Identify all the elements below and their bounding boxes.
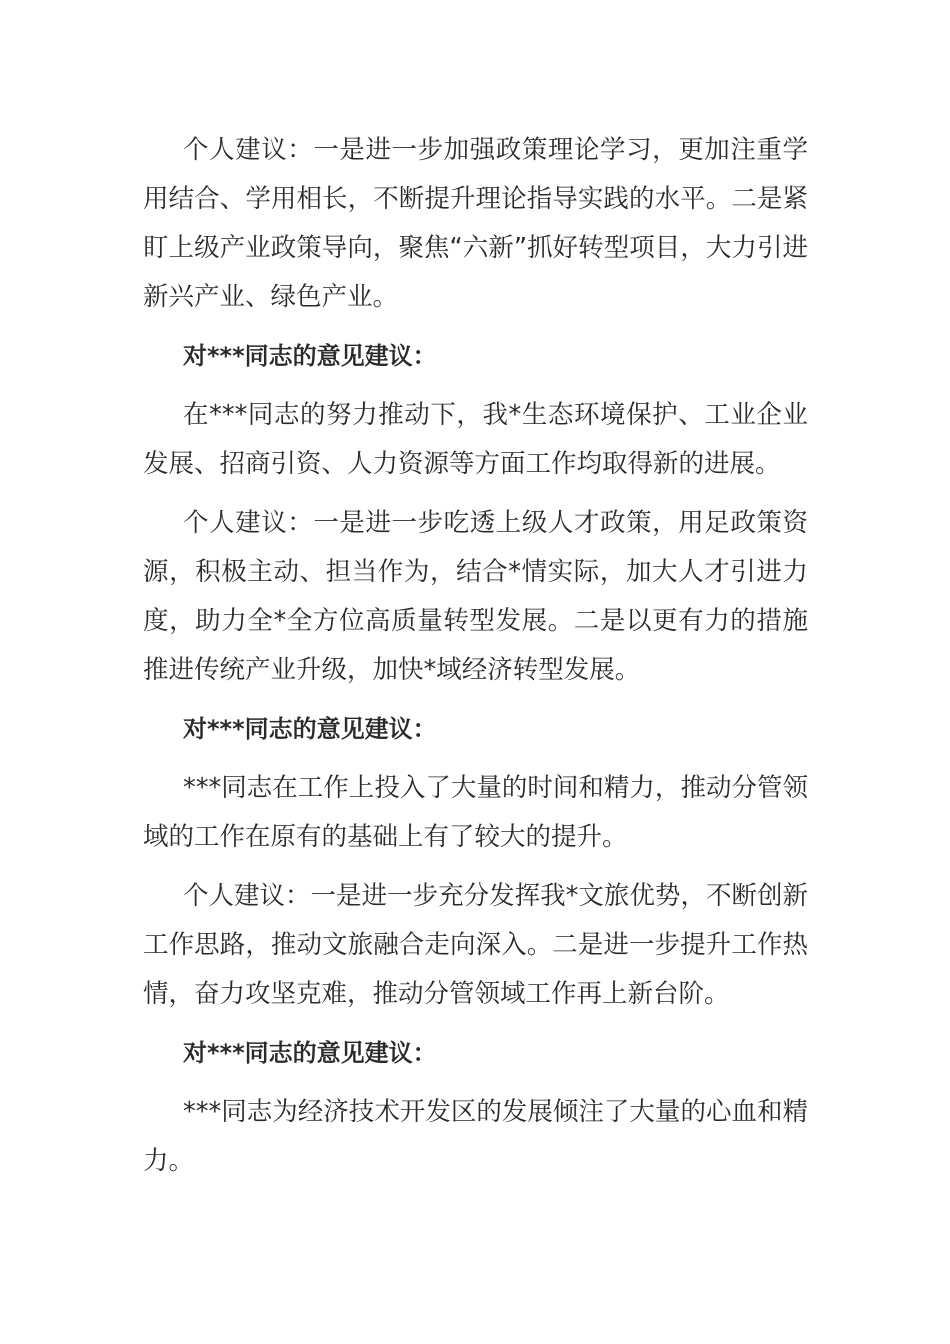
- paragraph-evaluation-2: 在***同志的努力推动下，我*生态环境保护、工业企业发展、招商引资、人力资源等方面工作均取得新的进展。: [143, 400, 808, 479]
- paragraph-suggestion-3: 个人建议：一是进一步充分发挥我*文旅优势，不断创新工作思路，推动文旅融合走向深入。二是进一步提升工作热情，奋力攻坚克难，推动分管领域工作再上新台阶。: [143, 881, 808, 1009]
- paragraph-evaluation-4: ***同志为经济技术开发区的发展倾注了大量的心血和精力。: [143, 1097, 808, 1176]
- section-heading-3: 对***同志的意见建议：: [183, 1039, 437, 1067]
- document-page: [143, 126, 808, 1196]
- section-heading-2: 对***同志的意见建议：: [183, 715, 437, 743]
- paragraph-suggestion-2: 个人建议：一是进一步吃透上级人才政策，用足政策资源，积极主动、担当作为，结合*情实际，加大人才引进力度，助力全*全方位高质量转型发展。二是以更有力的措施推进传统产业升级，加快*域经济转型发展。: [143, 508, 808, 685]
- paragraph-suggestion-1: 个人建议：一是进一步加强政策理论学习，更加注重学用结合、学用相长，不断提升理论指导实践的水平。二是紧盯上级产业政策导向，聚焦“六新”抓好转型项目，大力引进新兴产业、绿色产业。: [143, 135, 808, 312]
- section-heading-1: 对***同志的意见建议：: [183, 342, 437, 370]
- paragraph-evaluation-3: ***同志在工作上投入了大量的时间和精力，推动分管领域的工作在原有的基础上有了较大的提升。: [143, 773, 808, 852]
